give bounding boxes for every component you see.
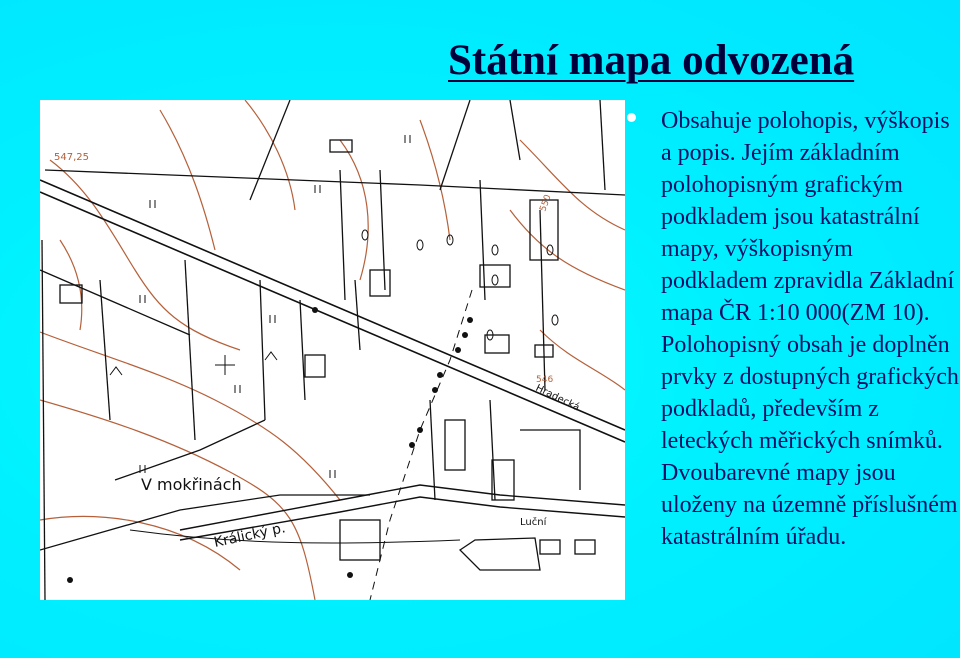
map-label-contour-546: 546 (536, 375, 554, 385)
map-label-elevation-point: 547,25 (54, 152, 89, 163)
map-label-v-mokrinach: V mokřinách (141, 475, 242, 494)
map-label-kralicky-potok: Králický p. (212, 520, 287, 551)
map-label-contour-550: 550 (538, 193, 554, 214)
buildings (60, 140, 595, 570)
body-paragraph: Obsahuje polohopis, výškopis a popis. Jejím základním polohopisným grafickým podkladem jsou katastrální mapy, výškopisným podkladem zpravidla Základní mapa ČR 1:10 000(ZM 10). Polohopisný obsah je doplněn prvky z dostupných grafických podkladů, především z leteckých měřických snímků. Dvoubarevné mapy jsou uloženy na územně příslušném katastrálním úřadu. (661, 108, 959, 550)
stream-line (130, 530, 460, 543)
footpath (370, 290, 472, 600)
bullet-point-icon (627, 113, 636, 122)
map-label-hradecka: Hradecká (533, 382, 582, 414)
slide-title: Státní mapa odvozená (448, 37, 855, 84)
map-label-lucni: Luční (520, 517, 547, 528)
map-image (40, 100, 625, 600)
road-hradecka (40, 180, 625, 442)
map-drawing (40, 100, 625, 600)
